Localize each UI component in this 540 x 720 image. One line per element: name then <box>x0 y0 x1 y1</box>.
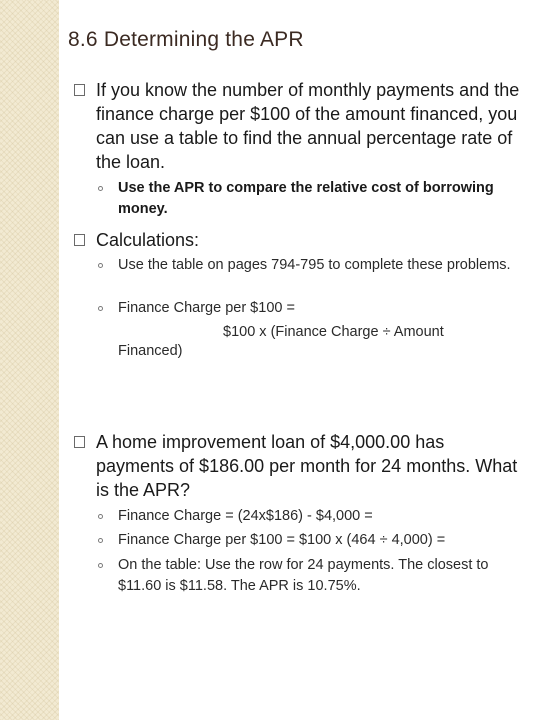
decorative-side-strip <box>0 0 59 720</box>
bullet-2-sub-2 <box>96 298 522 319</box>
bullet-2-sub-1 <box>96 255 522 276</box>
square-bullet-icon <box>74 436 85 448</box>
bullet-3-sub-3-text: On the table: Use the row for 24 payments. The closest to $11.60 is $11.58. The APR is 10.75%. <box>118 557 489 594</box>
ring-bullet-icon <box>98 263 103 268</box>
bullet-3-sub-1-text: Finance Charge = (24x$186) - $4,000 = <box>118 508 373 524</box>
bullet-3 <box>74 430 520 502</box>
bullet-2-text: Calculations: <box>96 230 200 250</box>
bullet-3-sub-2-text: Finance Charge per $100 = $100 x (464 ÷ 4,000) = <box>118 532 446 548</box>
bullet-2 <box>74 228 520 252</box>
bullet-3-text: A home improvement loan of $4,000.00 has payments of $186.00 per month for 24 months. What is the APR? <box>96 432 518 500</box>
bullet-3-sub-1 <box>96 506 522 527</box>
slide-title: 8.6 Determining the APR <box>68 28 304 51</box>
ring-bullet-icon <box>98 186 103 191</box>
bullet-1-sub-1-text: Use the APR to compare the relative cost of borrowing money. <box>118 180 494 217</box>
bullet-1-text: If you know the number of monthly payments and the finance charge per $100 of the amount financed, you can use a table to find the annual percentage rate of the loan. <box>96 80 520 172</box>
bullet-3-sub-2 <box>96 530 522 551</box>
ring-bullet-icon <box>98 306 103 311</box>
bullet-3-sub-3 <box>96 555 522 597</box>
square-bullet-icon <box>74 84 85 96</box>
square-bullet-icon <box>74 234 85 246</box>
bullet-2-sub-1-text: Use the table on pages 794-795 to complete these problems. <box>118 257 511 273</box>
ring-bullet-icon <box>98 563 103 568</box>
ring-bullet-icon <box>98 538 103 543</box>
formula-tail: Financed) <box>118 343 183 359</box>
ring-bullet-icon <box>98 514 103 519</box>
formula-line: $100 x (Finance Charge ÷ Amount <box>223 324 444 340</box>
bullet-2-sub-2-text: Finance Charge per $100 = <box>118 300 295 316</box>
bullet-1 <box>74 78 520 174</box>
bullet-1-sub-1 <box>96 178 522 220</box>
